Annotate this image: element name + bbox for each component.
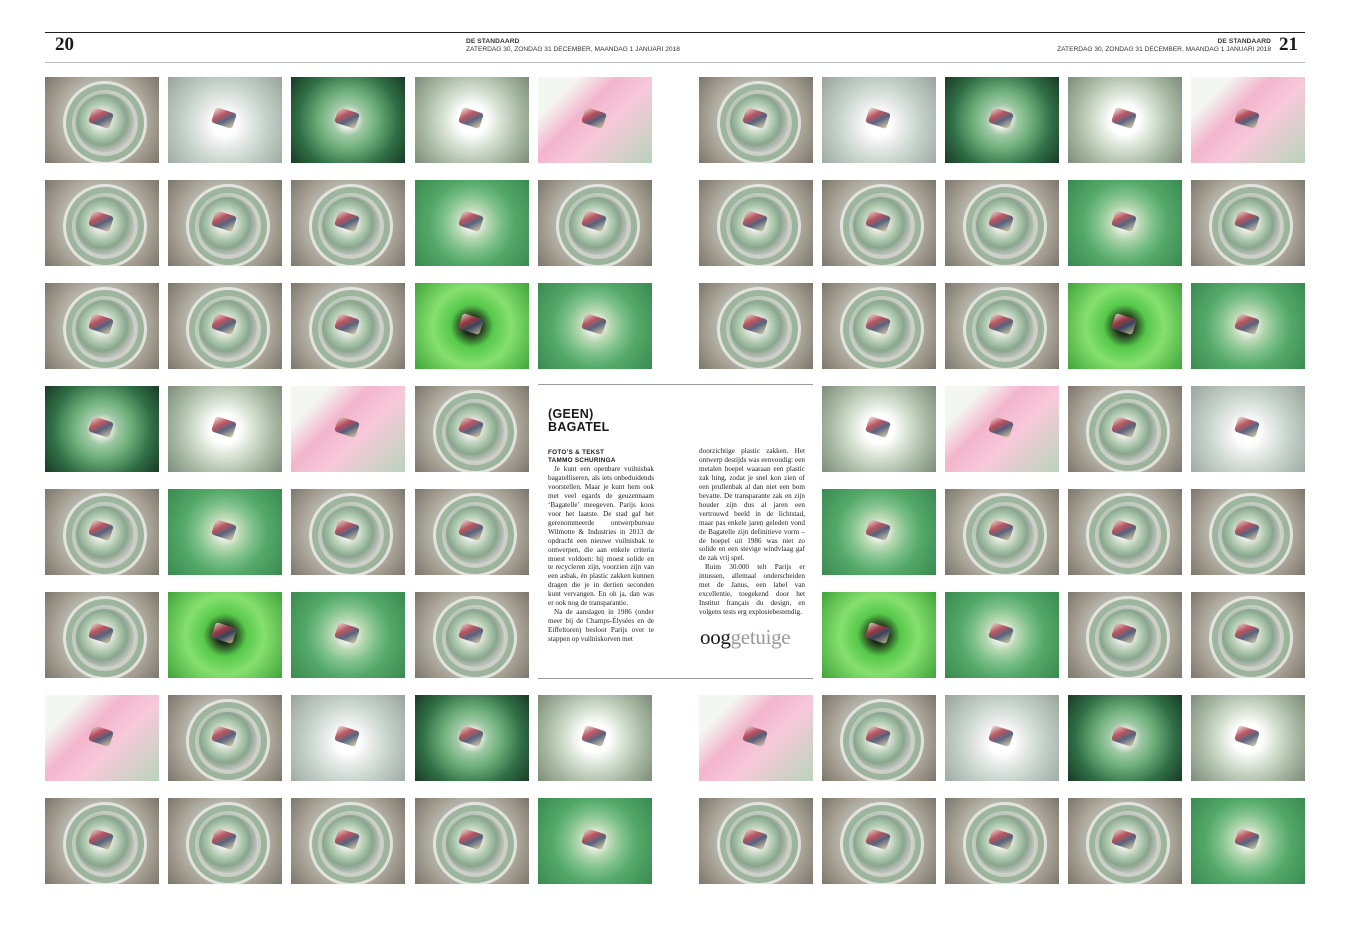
byline-author: TAMMO SCHURINGA xyxy=(548,456,616,464)
trash-bin-photo xyxy=(45,283,159,369)
trash-bin-photo xyxy=(538,798,652,884)
trash-bin-photo xyxy=(538,180,652,266)
trash-bin-photo xyxy=(415,489,529,575)
trash-bin-photo xyxy=(1068,386,1182,472)
column-1-paragraph-1: Je kunt een openbare vuilnisbak bagatelliseren, als iets onbeduidends voorstellen. Maar je kunt hem ook met veel egards de geuzennaam ‘Bagatelle’ meegeven. Parijs koos voor het laatste. De stad gaf het gerenommeerde ontwerpbureau Wilmotte & Industries in 2013 de opdracht een nieuwe vuilnisbak te ontwerpen, die aan enkele criteria moest voldoen: hij moest solide en te recycleren zijn, voorzien zijn van een asbak, én plastic zakken kunnen dragen die je in dertien seconden kunt vervangen. En oh ja, dan was er ook nog de transparantie. xyxy=(548,465,654,608)
column-1-paragraph-2: Na de aanslagen in 1986 (onder meer bij de Champs-Élysées en de Eiffeltoren) besloot Parijs over te stappen op vuilniskorven met xyxy=(548,608,654,644)
trash-bin-photo xyxy=(415,386,529,472)
trash-bin-photo xyxy=(1068,592,1182,678)
trash-bin-photo xyxy=(699,695,813,781)
trash-bin-photo xyxy=(945,592,1059,678)
trash-bin-photo xyxy=(1191,283,1305,369)
byline xyxy=(548,449,688,464)
trash-bin-photo xyxy=(822,386,936,472)
trash-bin-photo xyxy=(45,77,159,163)
trash-bin-photo xyxy=(168,283,282,369)
masthead-right xyxy=(1057,38,1271,54)
column-2-paragraph-2: Ruim 30.000 telt Parijs er intussen, allemaal onderscheiden met de Janus, een label van excellentie, toegekend door het Institut français du design, en volgens tests erg explosiebestendig. xyxy=(699,563,805,617)
trash-bin-photo xyxy=(1068,180,1182,266)
trash-bin-photo xyxy=(699,798,813,884)
trash-bin-photo xyxy=(945,695,1059,781)
trash-bin-photo xyxy=(945,283,1059,369)
trash-bin-photo xyxy=(822,489,936,575)
logo-part-2: getuige xyxy=(730,625,791,649)
page-number-left: 20 xyxy=(55,34,74,55)
trash-bin-photo xyxy=(45,592,159,678)
trash-bin-photo xyxy=(45,695,159,781)
trash-bin-photo xyxy=(415,695,529,781)
trash-bin-photo xyxy=(1068,77,1182,163)
trash-bin-photo xyxy=(822,592,936,678)
trash-bin-photo xyxy=(415,77,529,163)
trash-bin-photo xyxy=(945,798,1059,884)
trash-bin-photo xyxy=(45,386,159,472)
ooggetuige-logo xyxy=(700,624,790,650)
trash-bin-photo xyxy=(1191,386,1305,472)
article-bottom-rule xyxy=(538,678,813,679)
article-column-2 xyxy=(699,447,805,617)
trash-bin-photo xyxy=(1191,798,1305,884)
trash-bin-photo xyxy=(822,77,936,163)
trash-bin-photo xyxy=(699,283,813,369)
trash-bin-photo xyxy=(1191,489,1305,575)
trash-bin-photo xyxy=(45,489,159,575)
trash-bin-photo xyxy=(945,386,1059,472)
trash-bin-photo xyxy=(538,283,652,369)
trash-bin-photo xyxy=(168,489,282,575)
trash-bin-photo xyxy=(415,798,529,884)
trash-bin-photo xyxy=(415,283,529,369)
trash-bin-photo xyxy=(1191,180,1305,266)
trash-bin-photo xyxy=(945,489,1059,575)
byline-label: FOTO’S & TEKST xyxy=(548,449,605,456)
trash-bin-photo xyxy=(291,77,405,163)
trash-bin-photo xyxy=(699,180,813,266)
trash-bin-photo xyxy=(168,695,282,781)
trash-bin-photo xyxy=(1191,695,1305,781)
headline-line-2: BAGATEL xyxy=(548,420,610,434)
article-headline xyxy=(548,408,668,434)
trash-bin-photo xyxy=(1068,798,1182,884)
trash-bin-photo xyxy=(699,77,813,163)
headline-line-1: (GEEN) xyxy=(548,407,594,421)
trash-bin-photo xyxy=(168,592,282,678)
header-rule xyxy=(45,32,1305,33)
column-2-paragraph-1: doorzichtige plastic zakken. Het ontwerp destijds was eenvoudig: een metalen hoepel waaraan een plastic zak hing, zodat je snel kon zien of een prullenbak al dan niet een bom bevatte. De transparante zak en zijn houder zijn dus al jaren een vertrouwd beeld in de lichtstad, maar pas enkele jaren geleden vond de Bagatelle zijn definitieve vorm – de hoepel uit 1986 was niet zo solide en een stevige windvlaag gaf de zak vrij spel. xyxy=(699,447,805,563)
trash-bin-photo xyxy=(822,283,936,369)
article-top-rule xyxy=(538,384,813,385)
trash-bin-photo xyxy=(291,180,405,266)
trash-bin-photo xyxy=(1191,592,1305,678)
article-column-1 xyxy=(548,465,654,644)
trash-bin-photo xyxy=(1068,489,1182,575)
trash-bin-photo xyxy=(291,386,405,472)
trash-bin-photo xyxy=(415,180,529,266)
newspaper-name-left: DE STANDAARD xyxy=(466,38,520,45)
trash-bin-photo xyxy=(945,180,1059,266)
trash-bin-photo xyxy=(822,180,936,266)
trash-bin-photo xyxy=(415,592,529,678)
trash-bin-photo xyxy=(822,798,936,884)
page-number-right: 21 xyxy=(1279,34,1298,55)
trash-bin-photo xyxy=(291,592,405,678)
date-line-left: ZATERDAG 30, ZONDAG 31 DECEMBER, MAANDAG 1 JANUARI 2018 xyxy=(466,46,680,53)
trash-bin-photo xyxy=(291,798,405,884)
date-line-right: ZATERDAG 30, ZONDAG 31 DECEMBER, MAANDAG 1 JANUARI 2018 xyxy=(1057,46,1271,53)
masthead-left xyxy=(466,38,680,54)
trash-bin-photo xyxy=(291,283,405,369)
trash-bin-photo xyxy=(168,386,282,472)
trash-bin-photo xyxy=(168,798,282,884)
logo-part-1: oog xyxy=(700,625,731,649)
trash-bin-photo xyxy=(945,77,1059,163)
trash-bin-photo xyxy=(822,695,936,781)
trash-bin-photo xyxy=(1068,695,1182,781)
header-bottom-rule xyxy=(45,62,1305,63)
trash-bin-photo xyxy=(291,695,405,781)
trash-bin-photo xyxy=(45,798,159,884)
trash-bin-photo xyxy=(45,180,159,266)
trash-bin-photo xyxy=(291,489,405,575)
trash-bin-photo xyxy=(538,695,652,781)
trash-bin-photo xyxy=(538,77,652,163)
trash-bin-photo xyxy=(1191,77,1305,163)
trash-bin-photo xyxy=(168,180,282,266)
newspaper-name-right: DE STANDAARD xyxy=(1217,38,1271,45)
trash-bin-photo xyxy=(168,77,282,163)
trash-bin-photo xyxy=(1068,283,1182,369)
